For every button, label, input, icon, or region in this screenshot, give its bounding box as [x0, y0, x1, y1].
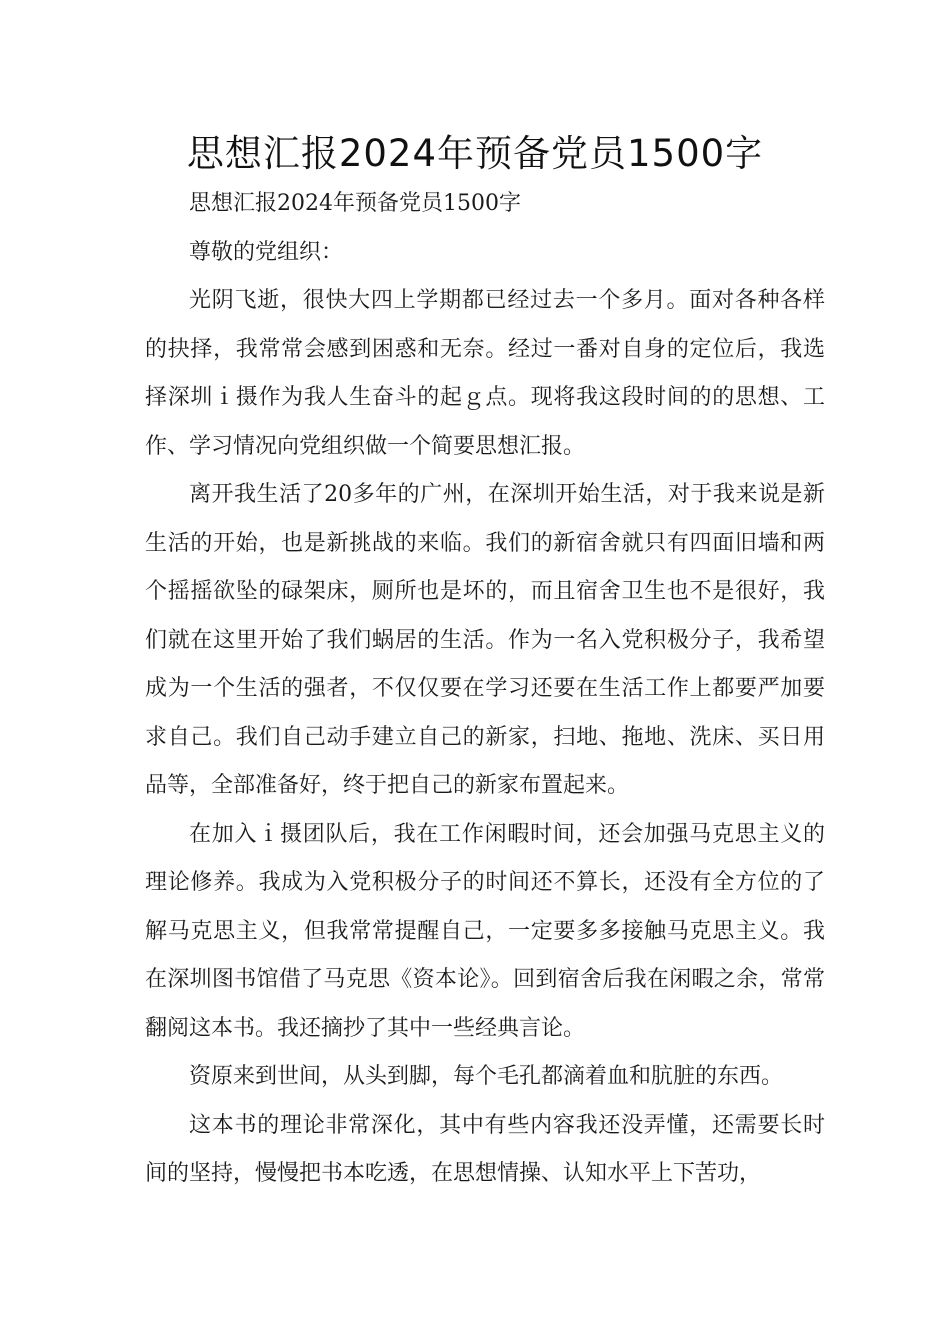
subtitle-paragraph: 思想汇报2024年预备党员1500字: [189, 191, 521, 216]
body-paragraph: 离开我生活了20多年的广州，在深圳开始生活，对于我来说是新生活的开始，也是新挑战的来临。我们的新宿舍就只有四面旧墙和两个摇摇欲坠的碌架床，厕所也是坏的，而且宿舍卫生也不是很好，我们就在这里开始了我们蜗居的生活。作为一名入党积极分子，我希望成为一个生活的强者，不仅仅要在学习还要在生活工作上都要严加要求自己。我们自己动手建立自己的新家，扫地、拖地、洗床、买日用品等，全部准备好，终于把自己的新家布置起来。: [145, 482, 825, 798]
document-body: [145, 180, 825, 1199]
document-title: 思想汇报2024年预备党员1500字: [186, 132, 764, 175]
body-paragraph: 光阴飞逝，很快大四上学期都已经过去一个多月。面对各种各样的抉择，我常常会感到困惑和无奈。经过一番对自身的定位后，我选择深圳ｉ摄作为我人生奋斗的起ｇ点。现将我这段时间的的思想、工作、学习情况向党组织做一个简要思想汇报。: [145, 288, 825, 459]
body-paragraph: 这本书的理论非常深化，其中有些内容我还没弄懂，还需要长时间的坚持，慢慢把书本吃透，在思想情操、认知水平上下苦功，: [145, 1112, 825, 1186]
quote-paragraph: 资原来到世间，从头到脚，每个毛孔都滴着血和肮脏的东西。: [189, 1064, 784, 1089]
salutation-paragraph: 尊敬的党组织：: [189, 239, 344, 265]
body-paragraph: 在加入ｉ摄团队后，我在工作闲暇时间，还会加强马克思主义的理论修养。我成为入党积极分子的时间还不算长，还没有全方位的了解马克思主义，但我常常提醒自己，一定要多多接触马克思主义。我在深圳图书馆借了马克思《资本论》。回到宿舍后我在闲暇之余，常常翻阅这本书。我还摘抄了其中一些经典言论。: [145, 821, 825, 1041]
